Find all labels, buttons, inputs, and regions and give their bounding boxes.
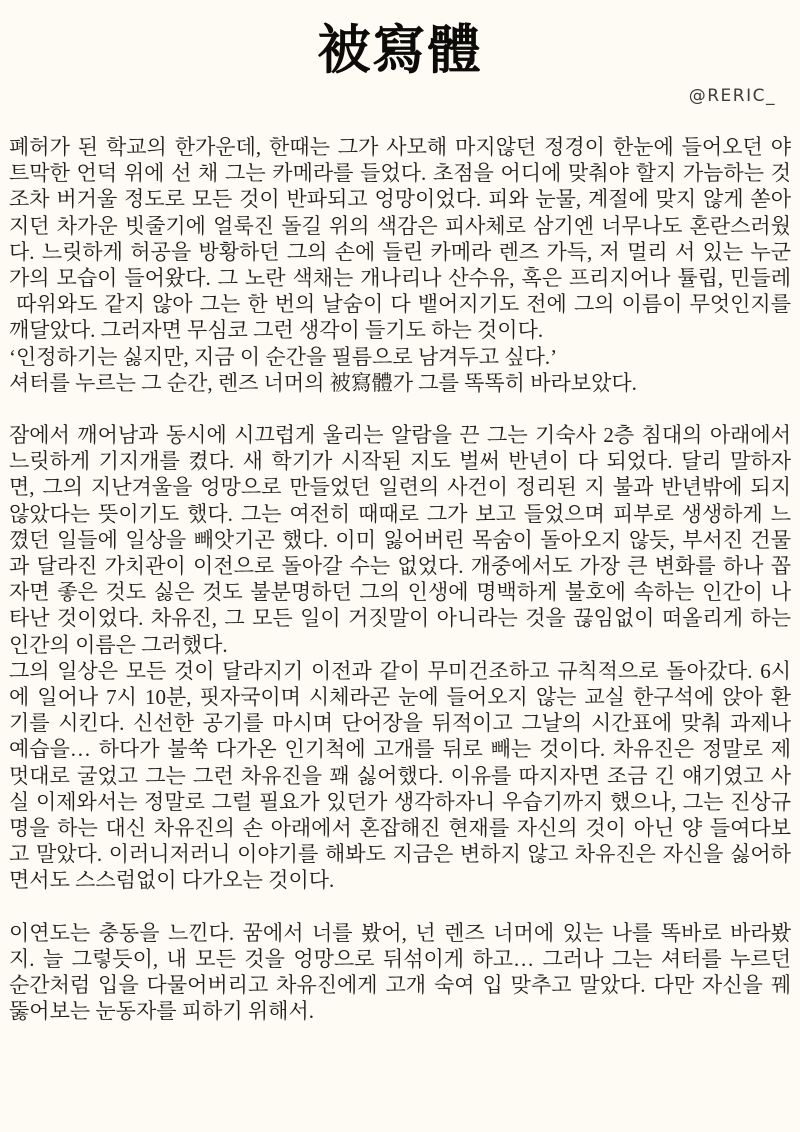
page-title: 被寫體 — [317, 22, 483, 80]
text-line: 깨달았다. 그러자면 무심코 그런 생각이 들기도 하는 것이다. — [9, 318, 544, 343]
text-line: 이연도는 충동을 느낀다. 꿈에서 너를 봤어, 넌 렌즈 너머에 있는 나를 똑바로 바라봤 — [9, 920, 791, 945]
text-line: 잠에서 깨어남과 동시에 시끄럽게 울리는 알람을 끈 그는 기숙사 2층 침대의 아래에서 — [9, 423, 791, 448]
text-line: 자면 좋은 것도 싫은 것도 불분명하던 그의 인생에 명백하게 불호에 속하는 인간이 나 — [9, 580, 791, 605]
text-line: 그의 일상은 모든 것이 달라지기 이전과 같이 무미건조하고 규칙적으로 돌아갔다. 6시 — [9, 658, 791, 683]
text-line: 기를 시킨다. 신선한 공기를 마시며 단어장을 뒤적이고 그날의 시간표에 맞춰 과제나 — [9, 711, 791, 736]
text-line: 고 말았다. 이러니저러니 이야기를 해봐도 지금은 변하지 않고 차유진은 자신을 싫어하 — [9, 842, 791, 867]
text-line: 순간처럼 입을 다물어버리고 차유진에게 고개 숙여 입 맞추고 말았다. 다만 자신을 꿰 — [9, 973, 791, 998]
text-line: 따위와도 같지 않아 그는 한 번의 날숨이 다 뱉어지기도 전에 그의 이름이 무엇인지를 — [9, 292, 791, 317]
text-line: 예습을… 하다가 불쑥 다가온 인기척에 고개를 뒤로 빼는 것이다. 차유진은 정말로 제 — [9, 737, 791, 762]
text-line: 조차 버거울 정도로 모든 것이 반파되고 엉망이었다. 피와 눈물, 계절에 맞지 않게 쏟아 — [9, 187, 791, 212]
text-line: 지던 차가운 빗줄기에 얼룩진 돌길 위의 색감은 피사체로 삼기엔 너무나도 혼란스러웠 — [9, 213, 791, 238]
story-text — [0, 134, 800, 1025]
text-line: 가의 모습이 들어왔다. 그 노란 색채는 개나리나 산수유, 혹은 프리지어나 튤립, 민들레 — [9, 266, 791, 291]
text-line: 꼈던 일들에 일상을 빼앗기곤 했다. 이미 잃어버린 목숨이 돌아오지 않듯, 부서진 건물 — [9, 527, 791, 552]
paragraph-3 — [9, 658, 791, 894]
text-line: 과 달라진 가치관이 이전으로 돌아갈 수는 없었다. 개중에서도 가장 큰 변화를 하나 꼽 — [9, 554, 791, 579]
text-line: 멋대로 굴었고 그는 그런 차유진을 꽤 싫어했다. 이유를 따지자면 조금 긴 얘기였고 사 — [9, 763, 791, 788]
text-line: 뚫어보는 눈동자를 피하기 위해서. — [9, 999, 315, 1024]
text-line: 지. 늘 그렇듯이, 내 모든 것을 엉망으로 뒤섞이게 하고… 그러나 그는 셔터를 누르던 — [9, 946, 791, 971]
text-line: 트막한 언덕 위에 선 채 그는 카메라를 들었다. 초점을 어디에 맞춰야 할지 가늠하는 것 — [9, 161, 791, 186]
text-line: 느릿하게 기지개를 켰다. 새 학기가 시작된 지도 벌써 반년이 다 되었다. 달리 말하자 — [9, 449, 791, 474]
text-line: 실 이제와서는 정말로 그럴 필요가 있던가 생각하자니 우습기까지 했으나, 그는 진상규 — [9, 789, 791, 814]
paragraph-1 — [9, 134, 791, 396]
text-line: 다. 느릿하게 허공을 방황하던 그의 손에 들린 카메라 렌즈 가득, 저 멀리 서 있는 누군 — [9, 239, 791, 264]
text-line: ‘인정하기는 싫지만, 지금 이 순간을 필름으로 남겨두고 싶다.’ — [9, 344, 558, 369]
text-line: 폐허가 된 학교의 한가운데, 한때는 그가 사모해 마지않던 정경이 한눈에 들어오던 야 — [9, 135, 791, 159]
text-line: 면, 그의 지난겨울을 엉망으로 만들었던 일련의 사건이 정리된 지 불과 반년밖에 되지 — [9, 475, 791, 500]
author-handle: @RERIC_ — [688, 86, 776, 106]
text-line: 에 일어나 7시 10분, 핏자국이며 시체라곤 눈에 들어오지 않는 교실 한구석에 앉아 환 — [9, 685, 791, 710]
text-line: 타난 것이었다. 차유진, 그 모든 일이 거짓말이 아니라는 것을 끊임없이 떠올리게 하는 — [9, 606, 791, 631]
text-line: 셔터를 누르는 그 순간, 렌즈 너머의 被寫體가 그를 똑똑히 바라보았다. — [9, 370, 637, 395]
text-line: 인간의 이름은 그러했다. — [9, 632, 228, 657]
text-line: 명을 하는 대신 차유진의 손 아래에서 혼잡해진 현재를 자신의 것이 아닌 양 들여다보 — [9, 816, 791, 841]
paragraph-2 — [9, 422, 791, 658]
paragraph-4 — [9, 920, 791, 1025]
text-line: 않았다는 뜻이기도 했다. 그는 여전히 때때로 그가 보고 들었으며 피부로 생생하게 느 — [9, 501, 791, 526]
text-line: 면서도 스스럼없이 다가오는 것이다. — [9, 868, 335, 893]
